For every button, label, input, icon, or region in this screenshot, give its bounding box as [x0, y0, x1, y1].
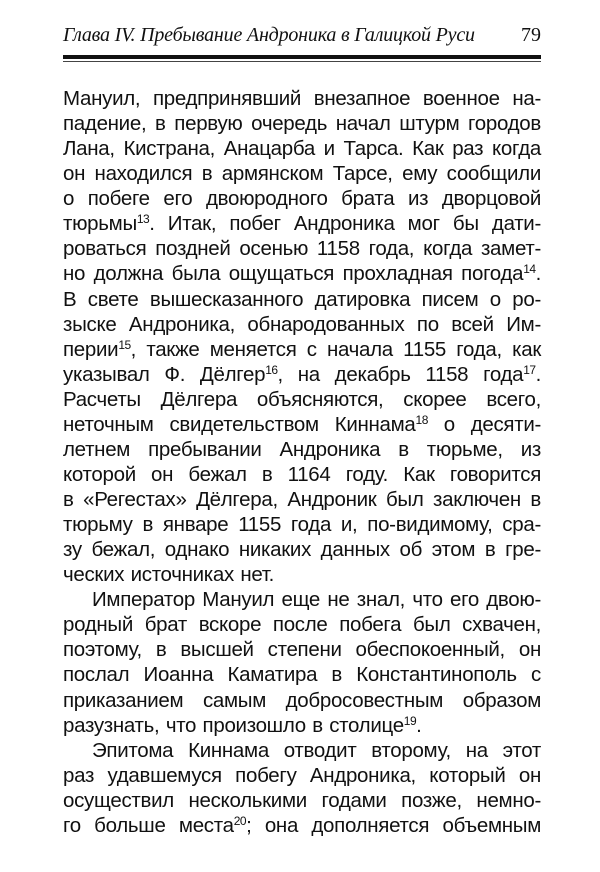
footnote-ref: 16 — [265, 362, 278, 377]
text-line — [63, 412, 541, 437]
text-run: приказанием самым добросовестным образом — [63, 688, 541, 712]
text-run: тюрьму в январе 1155 года и, по-видимому, сра- — [63, 513, 541, 537]
text-run: о побеге его двоюродного брата из дворцовой — [63, 187, 541, 211]
text-run: послал Иоанна Каматира в Константинополь с — [63, 663, 541, 687]
text-line — [63, 236, 541, 261]
text-run: тюрьмы — [63, 212, 137, 236]
text-run: . — [535, 262, 541, 286]
text-line — [63, 788, 541, 813]
text-run: поэтому, в высшей степени обеспокоенный, он — [63, 638, 541, 662]
text-line — [63, 211, 541, 236]
text-line — [63, 713, 541, 738]
text-run: в «Регестах» Дёлгера, Андроник был заключен в — [63, 488, 541, 511]
text-line — [63, 487, 541, 512]
text-run: ; она дополняется объемным — [246, 813, 541, 837]
text-run: он находился в армянском Тарсе, ему сообщили — [63, 162, 541, 186]
footnote-ref: 13 — [136, 212, 150, 227]
text-line — [63, 462, 541, 487]
text-line — [63, 86, 541, 111]
header-rule-thin — [63, 61, 541, 62]
text-line — [63, 813, 541, 838]
text-run: зыске Андроника, обнародованных по всей Им- — [63, 312, 541, 336]
text-line — [63, 186, 541, 211]
text-line — [63, 261, 541, 286]
text-run: осуществил несколькими годами позже, немно- — [63, 788, 541, 812]
text-run: го больше места — [63, 813, 234, 837]
header-rule-thick — [63, 55, 541, 59]
text-line — [63, 312, 541, 337]
text-run: родный брат вскоре после побега был схвачен, — [63, 613, 541, 637]
footnote-ref: 17 — [523, 362, 536, 377]
text-run: Император Мануил еще не знал, что его двою- — [92, 588, 541, 612]
text-line — [63, 562, 541, 587]
text-line — [63, 287, 541, 312]
text-run: , на декабрь 1158 года — [277, 362, 524, 386]
text-line — [63, 688, 541, 713]
text-run: ческих источниках нет. — [63, 563, 274, 587]
text-run: . — [535, 362, 541, 386]
text-run: падение, в первую очередь начал штурм городов — [63, 112, 541, 136]
page-number: 79 — [521, 24, 541, 46]
running-header — [63, 24, 541, 50]
text-run: Эпитома Киннама отводит второму, на этот — [92, 738, 541, 762]
text-line — [63, 662, 541, 687]
text-run: перии — [63, 337, 119, 361]
footnote-ref: 18 — [415, 412, 428, 427]
text-run: указывал Ф. Дёлгер — [63, 362, 266, 386]
text-line — [63, 512, 541, 537]
text-run: раз удавшемуся побегу Андроника, который он — [63, 763, 541, 787]
text-run: Мануил, предпринявший внезапное военное на- — [63, 87, 541, 110]
footnote-ref: 14 — [523, 262, 536, 277]
text-line — [63, 337, 541, 362]
text-run: роваться поздней осенью 1158 года, когда замет- — [63, 237, 541, 261]
text-run: Лана, Кистрана, Анацарба и Тарса. Как раз когда — [63, 137, 541, 161]
paragraph — [63, 587, 541, 737]
paragraph — [63, 738, 541, 838]
footnote-ref: 15 — [118, 337, 131, 352]
body-text — [63, 86, 541, 838]
text-run: о десяти- — [427, 412, 541, 436]
text-line — [63, 612, 541, 637]
text-line — [63, 111, 541, 136]
text-line — [63, 738, 541, 763]
text-line — [63, 362, 541, 387]
text-line — [63, 437, 541, 462]
footnote-ref: 19 — [403, 713, 417, 728]
text-line — [63, 136, 541, 161]
text-line — [63, 587, 541, 612]
text-run: которой он бежал в 1164 году. Как говорится — [63, 462, 541, 486]
text-line — [63, 387, 541, 412]
text-line — [63, 637, 541, 662]
paragraph — [63, 86, 541, 587]
text-run: Расчеты Дёлгера объясняются, скорее всего, — [63, 387, 541, 411]
text-line — [63, 763, 541, 788]
running-title: Глава IV. Пребывание Андроника в Галицкой Руси — [63, 24, 475, 46]
text-run: . — [416, 713, 422, 737]
text-line — [63, 161, 541, 186]
text-run: , также меняется с начала 1155 года, как — [130, 337, 541, 361]
text-run: В свете вышесказанного датировка писем о ро- — [63, 287, 541, 311]
text-line — [63, 537, 541, 562]
text-run: неточным свидетельством Киннама — [63, 412, 416, 436]
text-run: но должна была ощущаться прохладная погода — [63, 262, 524, 286]
text-run: летнем пребывании Андроника в тюрьме, из — [63, 437, 541, 461]
text-run: зу бежал, однако никаких данных об этом в гре- — [63, 538, 541, 562]
text-run: разузнать, что произошло в столице — [63, 713, 404, 737]
footnote-ref: 20 — [233, 813, 247, 828]
text-run: . Итак, побег Андроника мог бы дати- — [149, 212, 541, 236]
